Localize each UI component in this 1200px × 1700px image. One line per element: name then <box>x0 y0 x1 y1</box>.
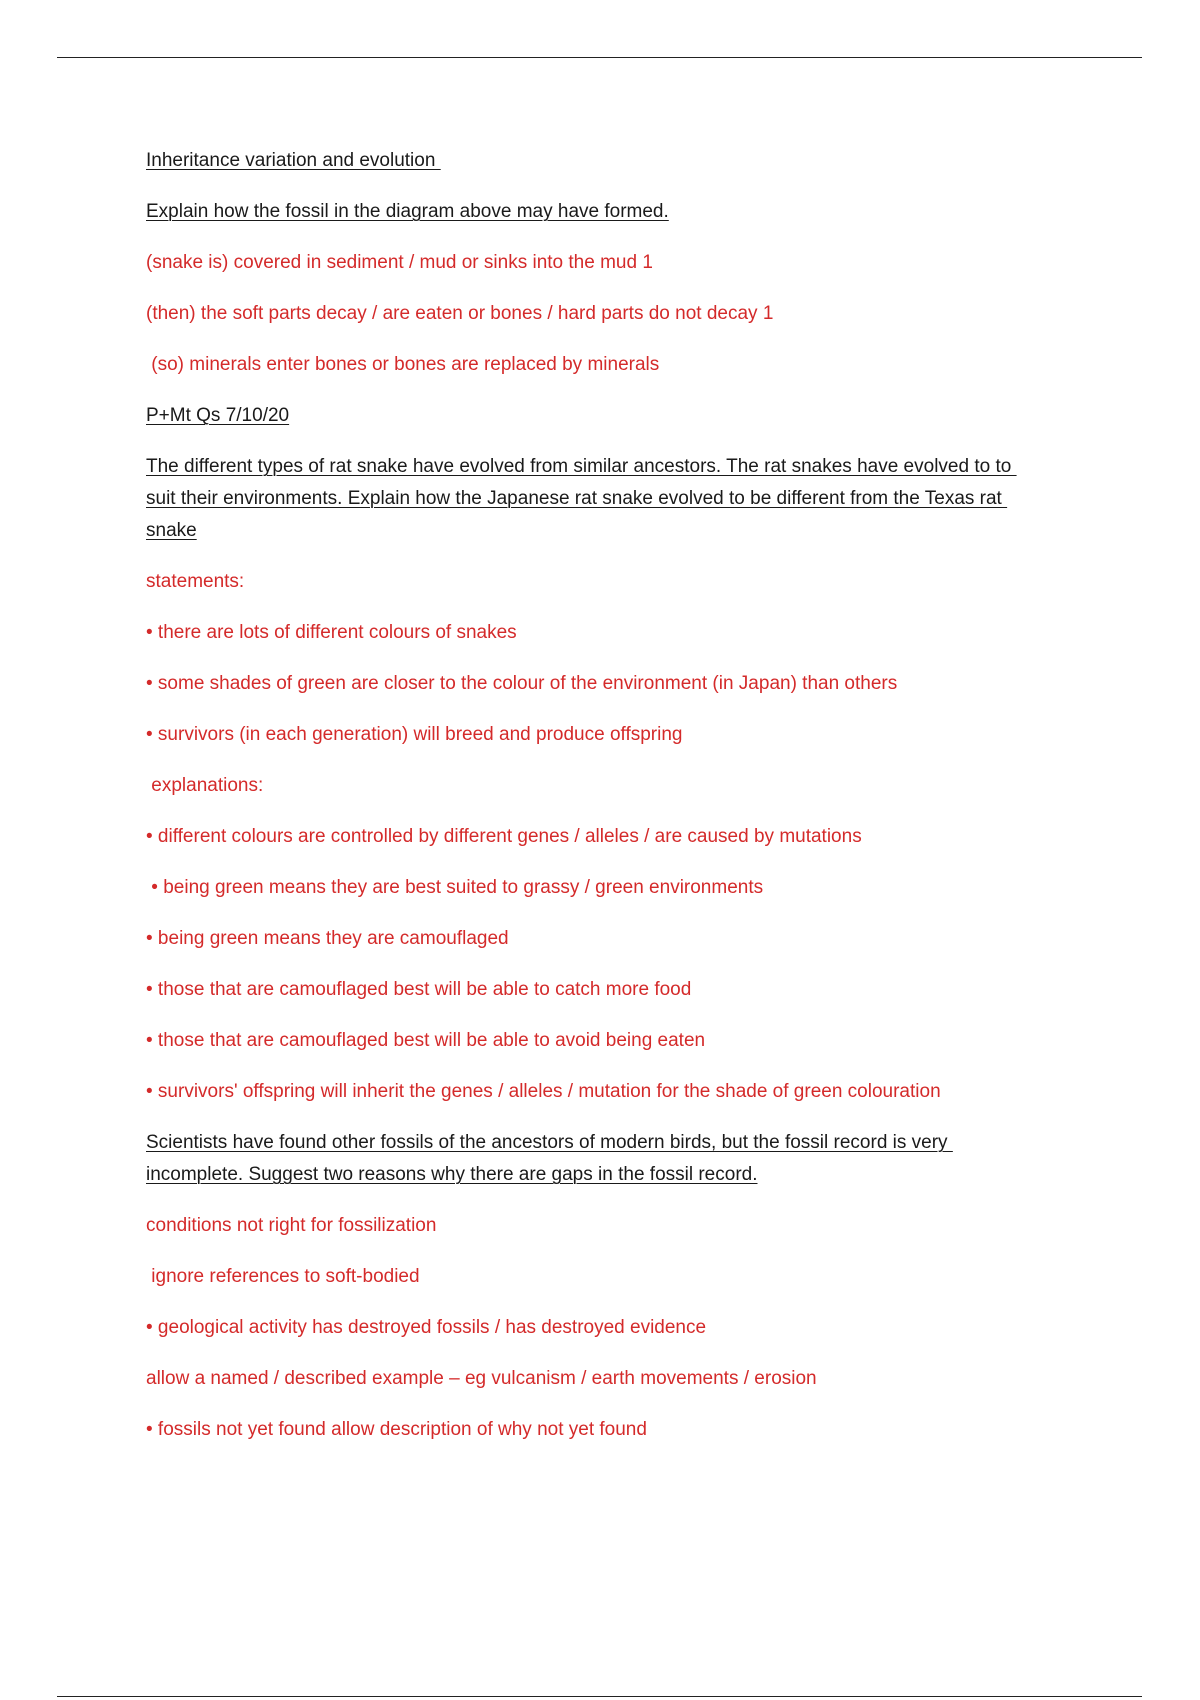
question-fossil-formation: Explain how the fossil in the diagram above may have formed. <box>146 201 669 222</box>
question-fossil-gaps-line: Scientists have found other fossils of the ancestors of modern birds, but the fossil record is very <box>146 1132 953 1153</box>
document-body <box>146 145 1086 1465</box>
answer-line: conditions not right for fossilization <box>146 1215 437 1236</box>
answer-bullet: • survivors' offspring will inherit the genes / alleles / mutation for the shade of green colouration <box>146 1081 941 1102</box>
question-rat-snake-line: The different types of rat snake have evolved from similar ancestors. The rat snakes have evolved to to <box>146 456 1017 477</box>
answer-bullet: • those that are camouflaged best will be able to avoid being eaten <box>146 1030 706 1051</box>
answer-line: allow a named / described example – eg vulcanism / earth movements / erosion <box>146 1368 817 1389</box>
answer-line: (so) minerals enter bones or bones are replaced by minerals <box>146 354 660 375</box>
question-fossil-gaps-line: incomplete. Suggest two reasons why there are gaps in the fossil record. <box>146 1164 758 1185</box>
answer-bullet: • different colours are controlled by different genes / alleles / are caused by mutations <box>146 826 862 847</box>
answer-bullet: • some shades of green are closer to the colour of the environment (in Japan) than others <box>146 673 898 694</box>
date-label: P+Mt Qs 7/10/20 <box>146 405 290 426</box>
answer-bullet: • fossils not yet found allow description of why not yet found <box>146 1419 647 1440</box>
answer-bullet: • being green means they are camouflaged <box>146 928 509 949</box>
answer-line: (then) the soft parts decay / are eaten or bones / hard parts do not decay 1 <box>146 303 774 324</box>
answer-line: ignore references to soft-bodied <box>146 1266 420 1287</box>
answer-bullet: • there are lots of different colours of snakes <box>146 622 517 643</box>
question-rat-snake-line: snake <box>146 520 197 541</box>
answer-bullet: • being green means they are best suited to grassy / green environments <box>146 877 764 898</box>
bottom-rule <box>57 1696 1142 1697</box>
answer-line: (snake is) covered in sediment / mud or sinks into the mud 1 <box>146 252 653 273</box>
answer-section-label: explanations: <box>146 775 264 796</box>
answer-section-label: statements: <box>146 571 245 592</box>
answer-bullet: • those that are camouflaged best will be able to catch more food <box>146 979 692 1000</box>
document-title: Inheritance variation and evolution <box>146 150 441 171</box>
top-rule <box>57 57 1142 58</box>
answer-bullet: • survivors (in each generation) will breed and produce offspring <box>146 724 683 745</box>
answer-bullet: • geological activity has destroyed fossils / has destroyed evidence <box>146 1317 707 1338</box>
question-rat-snake-line: suit their environments. Explain how the Japanese rat snake evolved to be different from the Texas rat <box>146 488 1008 509</box>
